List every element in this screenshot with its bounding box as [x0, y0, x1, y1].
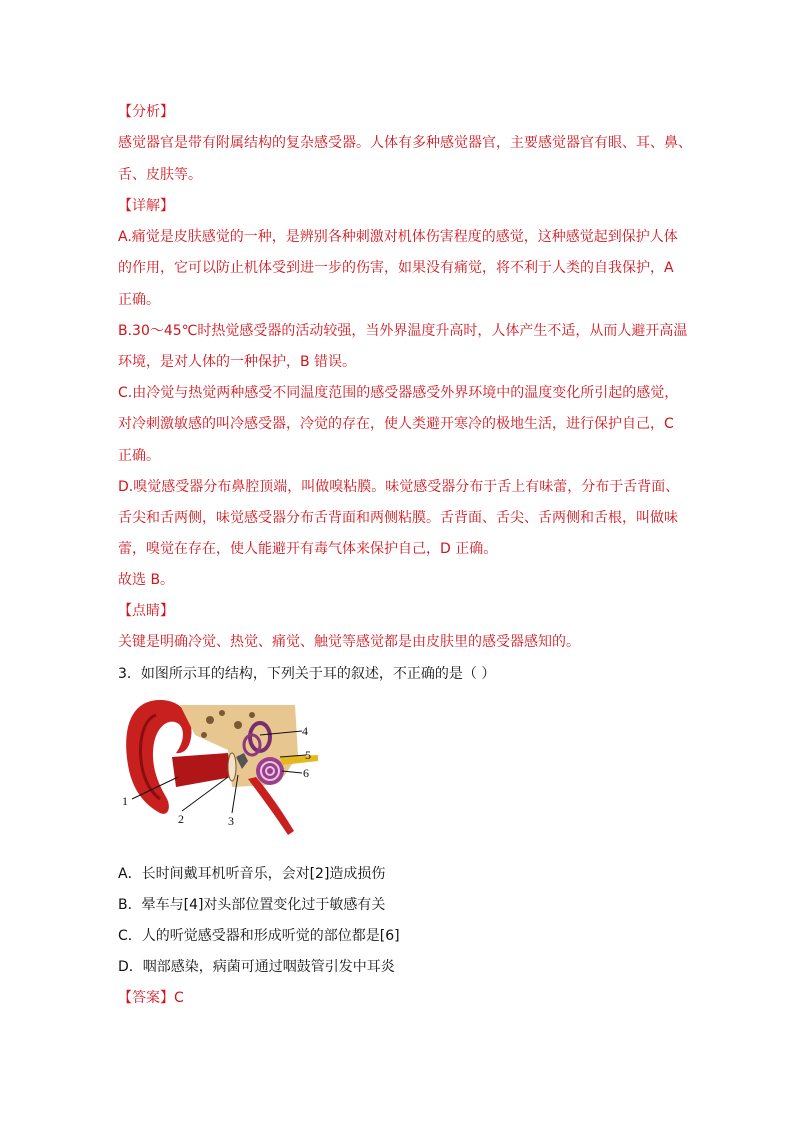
- detail-line: A.痛觉是皮肤感觉的一种，是辨别各种刺激对机体伤害程度的感觉，这种感觉起到保护人体: [118, 229, 678, 245]
- detail-line: 蕾，嗅觉在存在，使人能避开有毒气体来保护自己，D 正确。: [118, 541, 498, 557]
- option-d: D．咽部感染，病菌可通过咽鼓管引发中耳炎: [118, 959, 395, 975]
- detail-line: B.30～45℃时热觉感受器的活动较强，当外界温度升高时，人体产生不适，从而人避开高温: [118, 323, 688, 339]
- option-c: C．人的听觉感受器和形成听觉的部位都是[6]: [118, 928, 400, 944]
- analysis-line: 感觉器官是带有附属结构的复杂感受器。人体有多种感觉器官，主要感觉器官有眼、耳、鼻、: [118, 135, 692, 151]
- ear-illustration: [120, 695, 320, 845]
- detail-line: 的作用，它可以防止机体受到进一步的伤害，如果没有痛觉，将不利于人类的自我保护，A: [118, 260, 674, 276]
- figure-label-1: 1: [122, 794, 128, 808]
- answer-value: C: [174, 990, 184, 1006]
- detail-line: D.嗅觉感受器分布鼻腔顶端，叫做嗅粘膜。味觉感受器分布于舌上有味蕾，分布于舌背面、: [118, 479, 680, 495]
- detail-line: C.由冷觉与热觉两种感受不同温度范围的感受器感受外界环境中的温度变化所引起的感觉，: [118, 385, 679, 401]
- option-a: A．长时间戴耳机听音乐，会对[2]造成损伤: [118, 866, 386, 882]
- option-b: B．晕车与[4]对头部位置变化过于敏感有关: [118, 897, 386, 913]
- figure-label-3: 3: [228, 814, 234, 828]
- figure-label-5: 5: [305, 748, 311, 762]
- answer: [118, 988, 678, 1008]
- detail-heading: 【详解】: [118, 198, 174, 214]
- question-stem: 3．如图所示耳的结构，下列关于耳的叙述，不正确的是（ ）: [118, 666, 496, 682]
- detail-line: 舌尖和舌两侧，味觉感受器分布舌背面和两侧粘膜。舌背面、舌尖、舌两侧和舌根，叫做味: [118, 510, 678, 526]
- comment-heading: 【点睛】: [118, 603, 174, 619]
- detail-line: 对冷刺激敏感的叫冷感受器，冷觉的存在，使人类避开寒冷的极地生活，进行保护自己，C: [118, 416, 674, 432]
- figure-label-2: 2: [178, 812, 184, 826]
- answer-label: 【答案】: [118, 990, 174, 1006]
- analysis-line: 舌、皮肤等。: [118, 167, 202, 183]
- figure-label-6: 6: [303, 766, 309, 780]
- detail-line: 正确。: [118, 292, 160, 308]
- ear-structure-figure: [120, 695, 320, 845]
- detail-conclusion: 故选 B。: [118, 572, 175, 588]
- detail-line: 环境，是对人体的一种保护，B 错误。: [118, 354, 357, 370]
- figure-label-4: 4: [302, 724, 308, 738]
- analysis-heading: 【分析】: [118, 104, 174, 120]
- comment-line: 关键是明确冷觉、热觉、痛觉、触觉等感觉都是由皮肤里的感受器感知的。: [118, 634, 580, 650]
- detail-line: 正确。: [118, 448, 160, 464]
